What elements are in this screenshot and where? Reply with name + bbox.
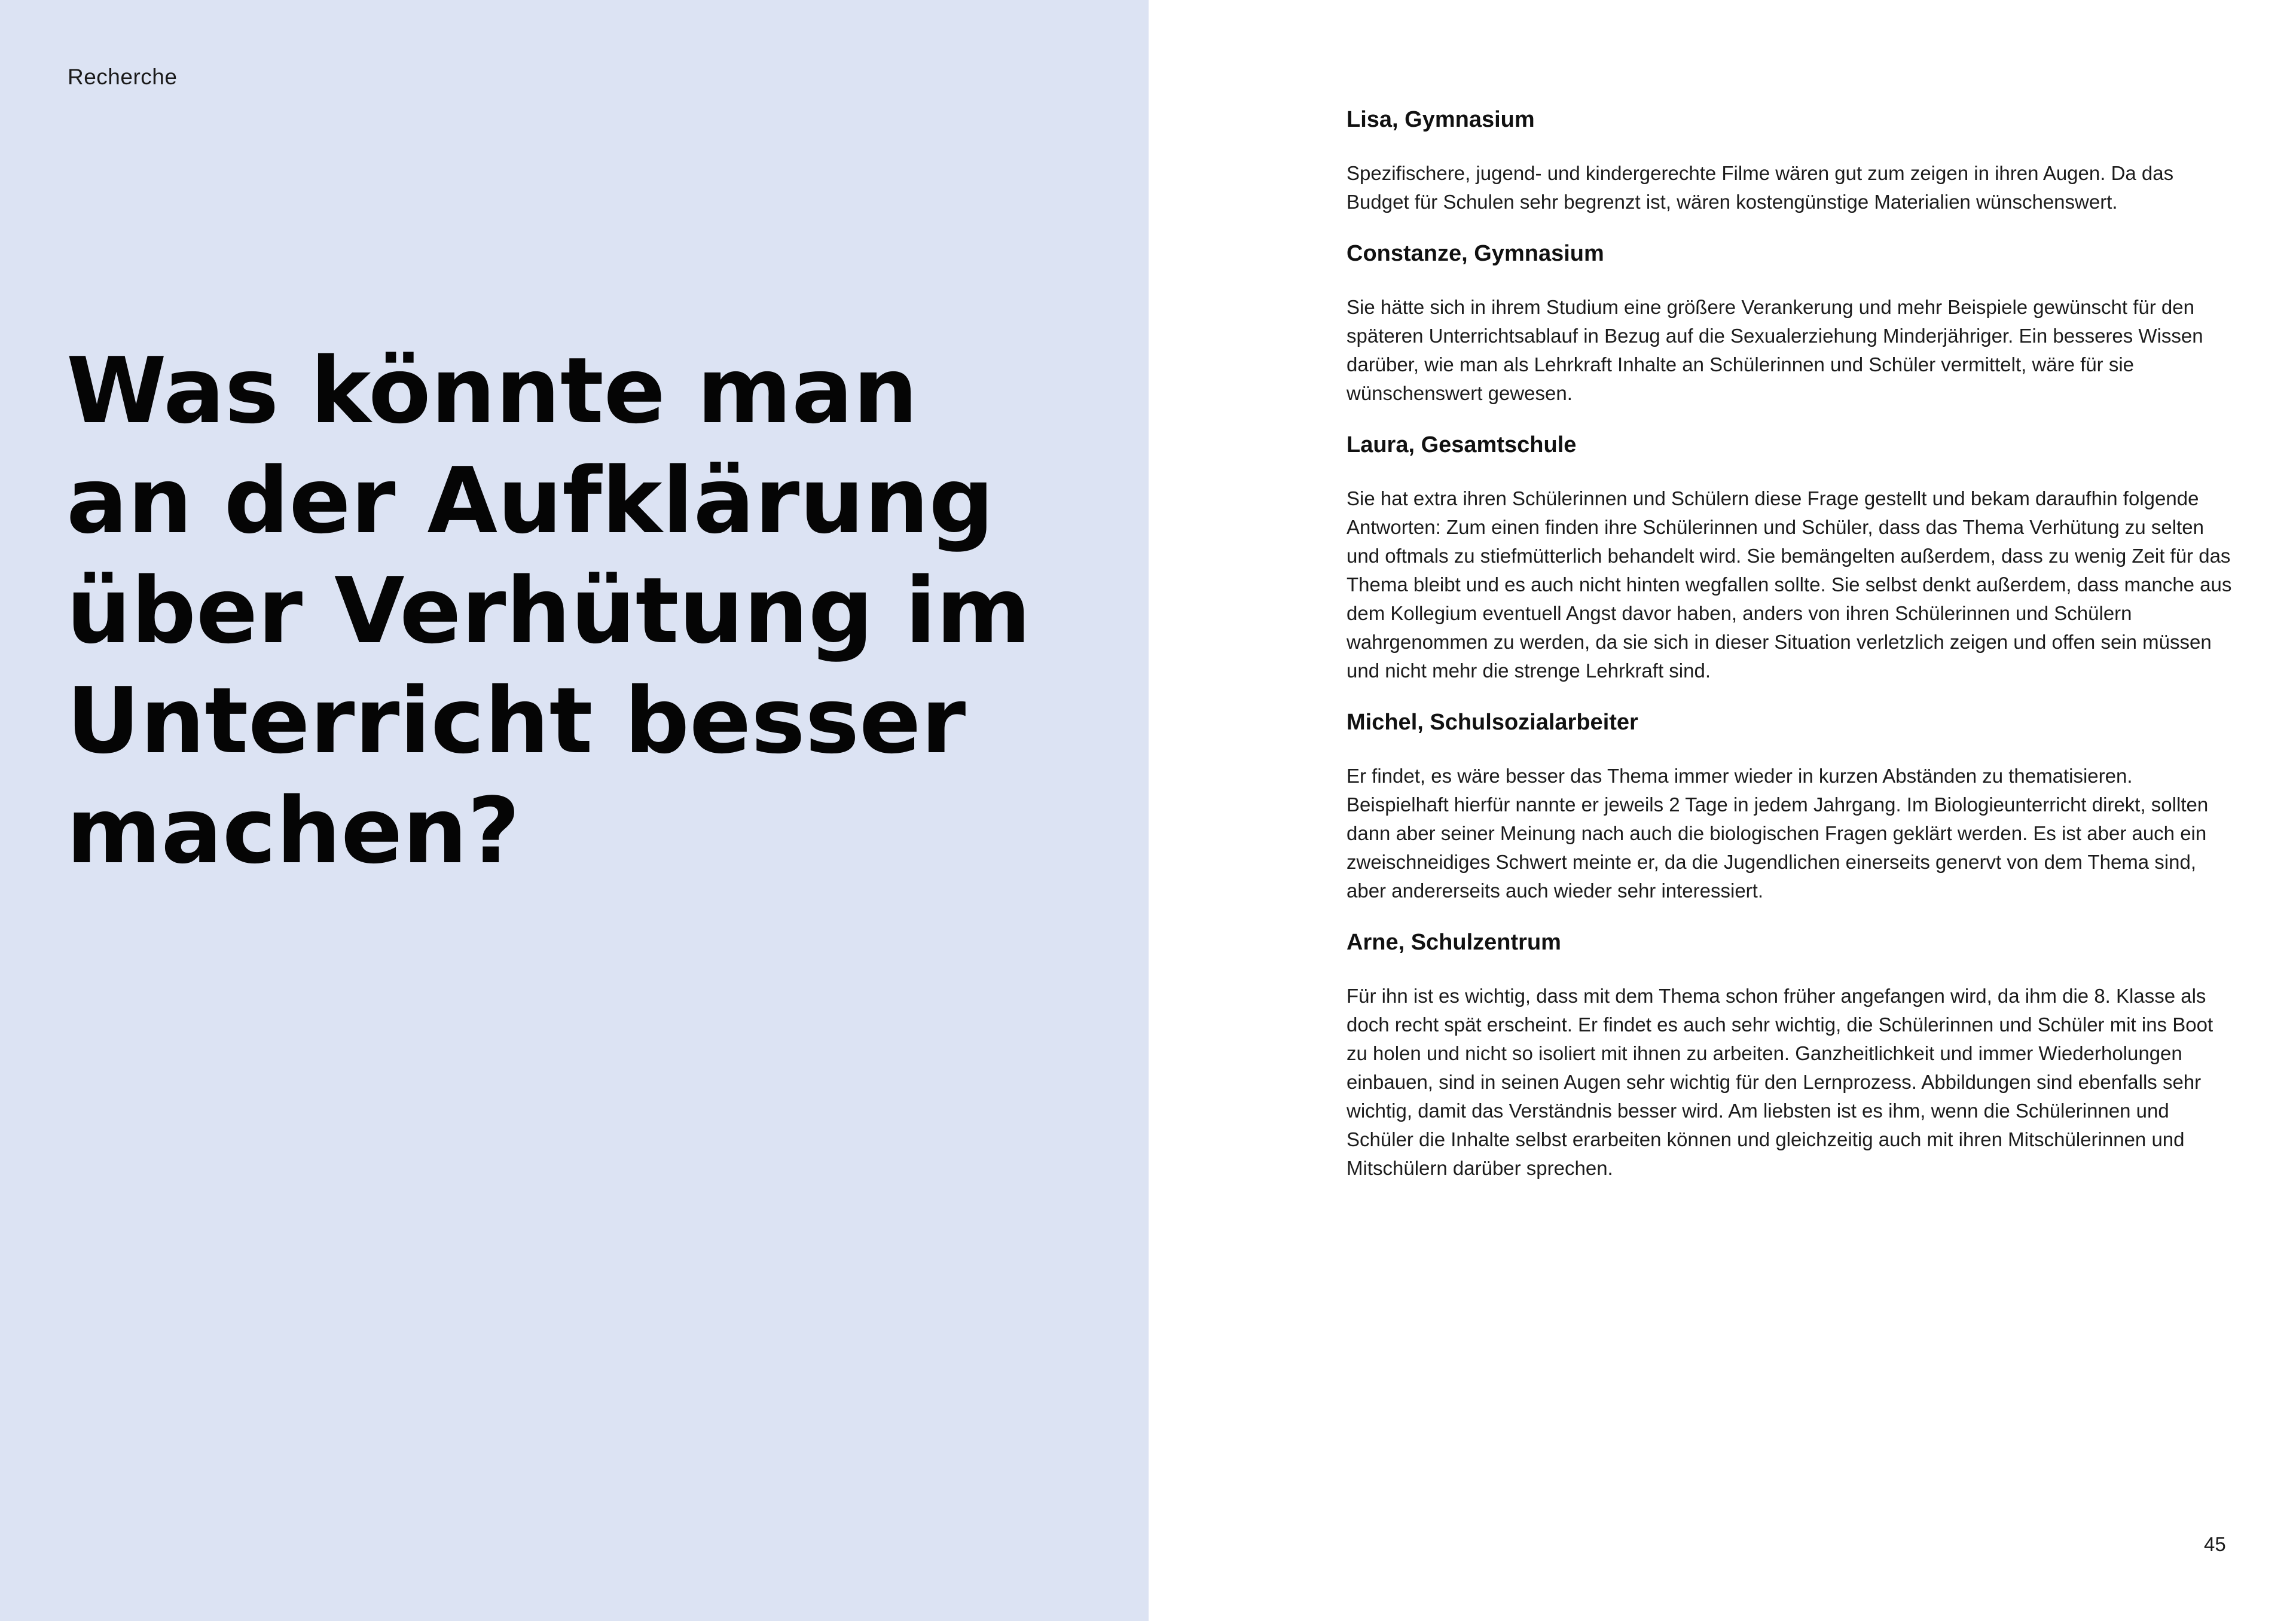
interview-entry-michel <box>1347 708 2234 905</box>
interview-text: Spezifischere, jugend- und kindergerechte Filme wären gut zum zeigen in ihren Augen. Da das Budget für Schulen sehr begrenzt ist, wären kostengünstige Materialien wünschenswert. <box>1347 162 2174 213</box>
interview-name: Constanze, Gymnasium <box>1347 241 1604 266</box>
interview-name: Laura, Gesamtschule <box>1347 432 1577 457</box>
interview-text: Für ihn ist es wichtig, dass mit dem Thema schon früher angefangen wird, da ihm die 8. Klasse als doch recht spät erscheint. Er findet es auch sehr wichtig, die Schülerinnen und Schüler mit ins Boot zu holen und nicht so isoliert mit ihnen zu arbeiten. Ganzheitlichkeit und immer Wiederholungen einbauen, sind in seinen Augen sehr wichtig für den Lernprozess. Abbildungen sind ebenfalls sehr wichtig, damit das Verständnis besser wird. Am liebsten ist es ihm, wenn die Schülerinnen und Schüler die Inhalte selbst erarbeiten können und gleichzeitig auch mit ihren Mitschülerinnen und Mitschülern darüber sprechen. <box>1347 985 2213 1179</box>
interview-entry-arne <box>1347 928 2234 1183</box>
interview-name: Lisa, Gymnasium <box>1347 107 1535 132</box>
page-headline: Was könnte man an der Aufklärung über Verhütung im Unterricht besser machen? <box>66 338 1031 884</box>
interview-name: Michel, Schulsozialarbeiter <box>1347 710 1638 735</box>
interview-text: Sie hat extra ihren Schülerinnen und Schülern diese Frage gestellt und bekam daraufhin folgende Antworten: Zum einen finden ihre Schülerinnen und Schüler, dass das Thema Verhütung zu selten und oftmals zu stiefmütterlich behandelt wird. Sie bemängelten außerdem, dass zu wenig Zeit für das Thema bleibt und es auch nicht hinten wegfallen sollte. Sie selbst denkt außerdem, dass manche aus dem Kollegium eventuell Angst davor haben, anders von ihren Schülerinnen und Schülern wahrgenommen zu werden, da sie sich in dieser Situation verletzlich zeigen und offen sein müssen und nicht mehr die strenge Lehrkraft sind. <box>1347 487 2232 682</box>
interview-text: Sie hätte sich in ihrem Studium eine größere Verankerung und mehr Beispiele gewünscht für den späteren Unterrichtsablauf in Bezug auf die Sexualerziehung Minderjähriger. Ein besseres Wissen darüber, wie man als Lehrkraft Inhalte an Schülerinnen und Schüler vermittelt, wäre für sie wünschenswert gewesen. <box>1347 296 2203 404</box>
interview-entry-lisa <box>1347 105 2234 216</box>
section-label: Recherche <box>68 65 178 89</box>
interview-text: Er findet, es wäre besser das Thema immer wieder in kurzen Abständen zu thematisieren. Beispielhaft hierfür nannte er jeweils 2 Tage in jedem Jahrgang. Im Biologieunterricht direkt, sollten dann aber seiner Meinung nach auch die biologischen Fragen geklärt werden. Es ist aber auch ein zweischneidiges Schwert meinte er, da die Jugendlichen einerseits genervt von dem Thema sind, aber andererseits auch wieder sehr interessiert. <box>1347 765 2209 902</box>
interview-list <box>1347 105 2234 1205</box>
interview-entry-laura <box>1347 431 2234 685</box>
interview-name: Arne, Schulzentrum <box>1347 930 1561 955</box>
interview-entry-constanze <box>1347 239 2234 408</box>
page-number: 45 <box>2204 1533 2226 1555</box>
